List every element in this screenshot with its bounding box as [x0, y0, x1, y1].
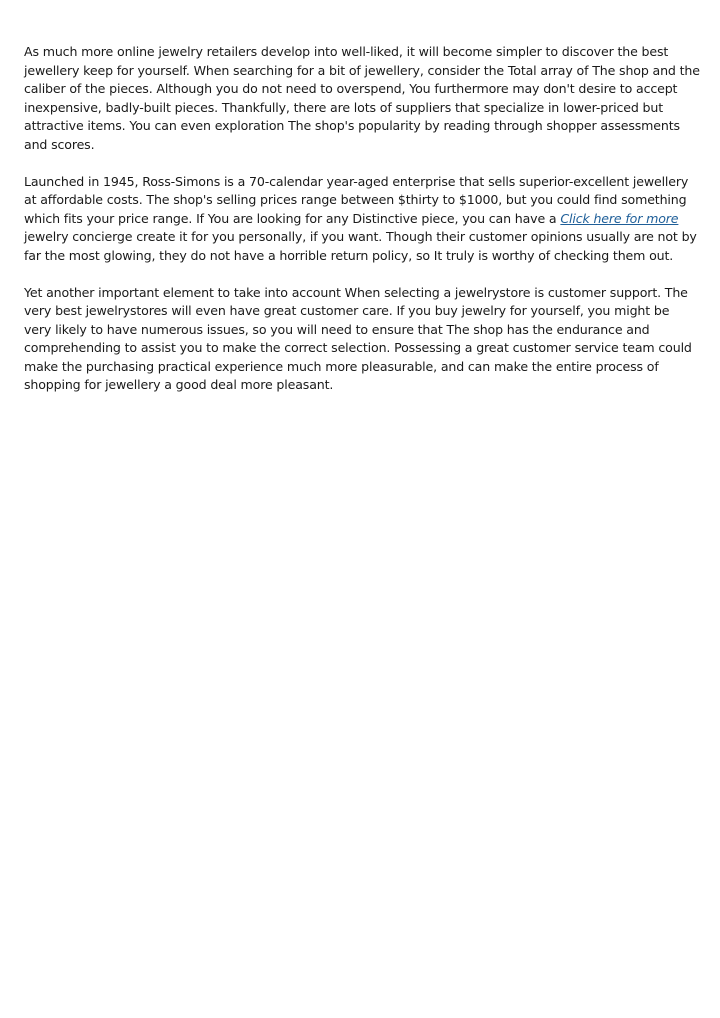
click-here-link[interactable]: Click here for more: [560, 210, 679, 226]
paragraph-2-text-before-link: Launched in 1945, Ross-Simons is a 70-calendar year-aged enterprise that sells superior-excellent jewellery at affordable costs. The shop's selling prices range between $thirty to $1000, but you could find something which fits your price range. If You are looking for any Distinctive piece, you can have a: [24, 173, 689, 226]
paragraph-2: [24, 173, 700, 266]
paragraph-3: Yet another important element to take into account When selecting a jewelrystore is customer support. The very best jewelrystores will even have great customer care. If you buy jewelry for yourself, you might be very likely to have numerous issues, so you will need to ensure that The shop has the endurance and comprehending to assist you to make the correct selection. Possessing a great customer service team could make the purchasing practical experience much more pleasurable, and can make the entire process of shopping for jewellery a good deal more pleasant.: [24, 284, 692, 392]
document-body: [24, 43, 700, 413]
paragraph-2-text-after-link: jewelry concierge create it for you personally, if you want. Though their customer opinions usually are not by far the most glowing, they do not have a horrible return policy, so It truly is worthy of checking them out.: [24, 229, 697, 263]
paragraph-1: As much more online jewelry retailers develop into well-liked, it will become simpler to discover the best jewellery keep for yourself. When searching for a bit of jewellery, consider the Total array of The shop and the caliber of the pieces. Although you do not need to overspend, You furthermore may don't desire to accept inexpensive, badly-built pieces. Thankfully, there are lots of suppliers that specialize in lower-priced but attractive items. You can even exploration The shop's popularity by reading through shopper assessments and scores.: [24, 44, 700, 152]
